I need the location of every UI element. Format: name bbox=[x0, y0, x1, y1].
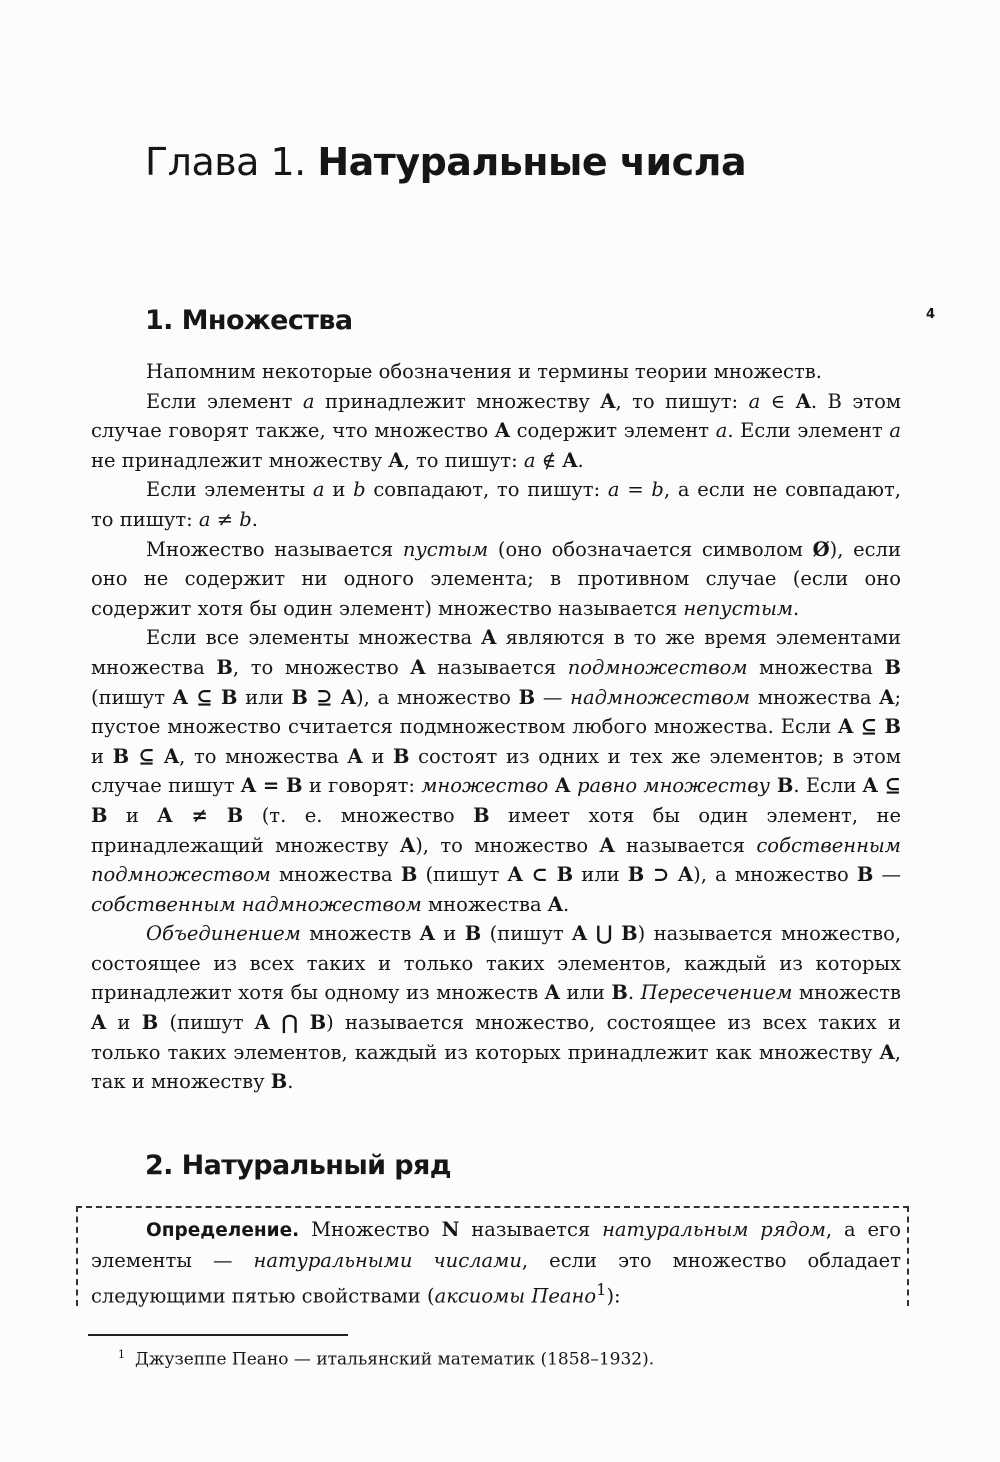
text-run: B ⊃ A bbox=[627, 863, 694, 887]
text-run: . bbox=[563, 892, 570, 916]
definition-label: Определение. bbox=[146, 1220, 300, 1241]
text-run: и bbox=[106, 1011, 142, 1035]
text-run: B bbox=[141, 1011, 159, 1035]
text-run: A bbox=[91, 1011, 107, 1035]
text-run: B bbox=[473, 803, 490, 827]
text-run: ), если оно не содержит ни одного элемента; в противном случае (если оно содержит хотя бы один элемент) множество называется bbox=[91, 537, 901, 620]
text-run: B bbox=[270, 1070, 288, 1094]
text-run: B bbox=[464, 922, 482, 946]
text-run: A bbox=[544, 981, 560, 1005]
text-run: совпадают, то пишут: bbox=[365, 478, 608, 502]
text-run: , а если не совпадают, то пишут: bbox=[91, 478, 901, 531]
text-run: A bbox=[562, 448, 578, 472]
text-run: (пишут bbox=[417, 863, 508, 887]
text-run: B ⊆ A bbox=[112, 744, 180, 768]
paragraph bbox=[91, 387, 901, 476]
text-run: ; пустое множество считается подмножеством любого множества. Если bbox=[91, 685, 902, 739]
text-run: . bbox=[793, 596, 800, 620]
text-run: являются в то же время элементами множества bbox=[91, 626, 901, 679]
text-run: A bbox=[419, 922, 435, 946]
footnote-text: Джузеппе Пеано — итальянский математик (1858–1932). bbox=[135, 1349, 655, 1370]
text-run: a bbox=[607, 478, 620, 502]
text-run: . bbox=[577, 448, 584, 472]
footnote bbox=[118, 1348, 654, 1370]
text-run: ∈ bbox=[760, 389, 796, 413]
chapter-prefix: Глава 1. bbox=[145, 140, 306, 184]
text-run: A bbox=[547, 892, 563, 916]
text-run: , то множества bbox=[179, 744, 348, 768]
text-run: , так и множеству bbox=[91, 1040, 901, 1094]
text-run: Объединением bbox=[146, 922, 301, 946]
text-run: не принадлежит множеству bbox=[91, 448, 389, 472]
text-run: состоят из одних и тех же элементов; в этом случае пишут bbox=[91, 744, 901, 798]
text-run: имеет хотя бы один элемент, не принадлежащий множеству bbox=[91, 803, 901, 857]
text-run: A bbox=[795, 389, 811, 413]
text-run: — bbox=[873, 863, 902, 887]
text-run: множества bbox=[747, 655, 885, 679]
text-run: b bbox=[239, 507, 252, 531]
definition-text bbox=[91, 1215, 901, 1311]
section-heading-sets: 1. Множества bbox=[145, 305, 353, 336]
text-run: ≠ bbox=[210, 507, 240, 531]
page-number: 4 bbox=[926, 307, 936, 322]
text-run: Множество bbox=[299, 1218, 442, 1241]
text-run: A bbox=[347, 744, 363, 768]
text-run: A bbox=[879, 1040, 895, 1064]
paragraph bbox=[91, 475, 901, 534]
text-run: B bbox=[216, 655, 233, 679]
text-run: b bbox=[651, 478, 664, 502]
text-run: Если все элементы множества bbox=[146, 626, 482, 650]
section-heading-natural-series: 2. Натуральный ряд bbox=[145, 1150, 451, 1181]
paragraph bbox=[91, 357, 901, 387]
text-run: . bbox=[287, 1070, 294, 1094]
text-run: непустым bbox=[683, 596, 794, 620]
text-run: равно множеству bbox=[577, 774, 770, 798]
text-run: множества bbox=[750, 685, 880, 709]
text-run: называется bbox=[425, 655, 568, 679]
text-run: , то пишут: bbox=[615, 389, 749, 413]
text-run: . Если элемент bbox=[727, 419, 890, 443]
text-run: — bbox=[535, 685, 571, 709]
text-run: 1 bbox=[596, 1280, 607, 1300]
text-run: называется bbox=[614, 833, 757, 857]
text-run: a bbox=[715, 419, 728, 443]
text-run: , то множество bbox=[232, 655, 411, 679]
text-run: и bbox=[324, 478, 354, 502]
text-run: множества bbox=[270, 863, 401, 887]
text-run: A bbox=[548, 774, 578, 798]
text-run: аксиомы Пеано bbox=[434, 1284, 597, 1308]
text-run: принадлежит множеству bbox=[314, 389, 601, 413]
text-run: A ⊆ B bbox=[172, 685, 238, 709]
text-run: и bbox=[362, 744, 393, 768]
text-run: или bbox=[573, 863, 628, 887]
text-run: или bbox=[559, 981, 612, 1005]
text-run: или bbox=[237, 685, 292, 709]
text-run: A bbox=[599, 833, 615, 857]
text-run: (оно обозначается символом bbox=[488, 537, 813, 561]
text-run: A ⊆ B bbox=[91, 774, 902, 827]
text-run: A ⊂ B bbox=[507, 863, 574, 887]
text-run: Ø bbox=[812, 537, 830, 561]
text-run: . Если bbox=[793, 774, 863, 798]
text-run: B bbox=[518, 685, 536, 709]
text-run: B bbox=[884, 655, 901, 679]
text-run: натуральным рядом bbox=[602, 1218, 826, 1241]
text-run: A ⋃ B bbox=[572, 922, 638, 946]
section-body-sets bbox=[91, 357, 901, 1097]
text-run: A bbox=[410, 655, 426, 679]
text-run: (т. е. множество bbox=[243, 803, 474, 827]
text-run: пустым bbox=[402, 537, 489, 561]
text-run: A bbox=[879, 685, 895, 709]
text-run: называется bbox=[459, 1218, 603, 1241]
text-run: собственным подмножеством bbox=[91, 833, 901, 887]
text-run: A bbox=[481, 626, 497, 650]
chapter-title bbox=[145, 140, 746, 184]
text-run: a bbox=[302, 389, 315, 413]
text-run: B bbox=[769, 774, 794, 798]
text-run: A = B bbox=[240, 774, 303, 798]
text-run: ) называется множество, состоящее из всех таких и только таких элементов, каждый из которых принадлежит как множеству bbox=[91, 1011, 901, 1064]
text-run: . В этом случае говорят также, что множество bbox=[91, 389, 901, 443]
text-run: B bbox=[400, 863, 418, 887]
text-run: B bbox=[856, 863, 874, 887]
paragraph bbox=[91, 919, 901, 1097]
text-run: содержит элемент bbox=[509, 419, 716, 443]
text-run: N bbox=[441, 1218, 460, 1241]
text-run: надмножеством bbox=[570, 685, 751, 709]
text-run: (пишут bbox=[481, 922, 573, 946]
text-run: a bbox=[748, 389, 761, 413]
text-run: ), а множество bbox=[356, 685, 519, 709]
text-run: A bbox=[600, 389, 616, 413]
text-run: Если элемент bbox=[146, 389, 303, 413]
paragraph bbox=[91, 535, 901, 624]
text-run: A bbox=[388, 448, 404, 472]
text-run: a bbox=[889, 419, 901, 443]
text-run: B bbox=[392, 744, 410, 768]
text-run: . bbox=[627, 981, 641, 1005]
text-run: , то пишут: bbox=[403, 448, 524, 472]
text-run: и говорят: bbox=[302, 774, 422, 798]
text-run: b bbox=[353, 478, 366, 502]
text-run: натуральными числами bbox=[253, 1248, 522, 1272]
text-run: (пишут bbox=[158, 1011, 255, 1035]
text-run: множества bbox=[421, 892, 548, 916]
text-run: множеств bbox=[300, 922, 420, 946]
text-run: A ⊆ B bbox=[838, 715, 902, 739]
text-run: ∉ bbox=[535, 448, 563, 472]
text-run: и bbox=[434, 922, 465, 946]
text-run: ): bbox=[606, 1284, 621, 1308]
text-run: = bbox=[619, 478, 652, 502]
text-run: a bbox=[312, 478, 325, 502]
text-run: ), то множество bbox=[415, 833, 600, 857]
text-run: подмножеством bbox=[567, 655, 748, 679]
text-run: A ⋂ B bbox=[254, 1011, 327, 1035]
text-run: B bbox=[611, 981, 628, 1005]
paragraph bbox=[91, 623, 901, 919]
text-run: a bbox=[198, 507, 211, 531]
text-run: собственным надмножеством bbox=[91, 892, 422, 916]
text-run: и bbox=[107, 803, 158, 827]
footnote-rule bbox=[88, 1334, 348, 1336]
text-run: (пишут bbox=[91, 685, 173, 709]
text-run: Пересечением bbox=[640, 981, 793, 1005]
text-run: B ⊇ A bbox=[291, 685, 357, 709]
text-run: A bbox=[400, 833, 416, 857]
text-run: множеств bbox=[792, 981, 901, 1005]
text-run: ) называется множество, состоящее из всех таких и только таких элементов, каждый из которых принадлежит хотя бы одному из множеств bbox=[91, 922, 902, 1005]
definition bbox=[91, 1215, 901, 1311]
text-run: . bbox=[251, 507, 258, 531]
footnote-mark: 1 bbox=[118, 1348, 125, 1361]
text-run: A ≠ B bbox=[157, 803, 244, 827]
text-run: множество bbox=[421, 774, 549, 798]
text-run: ), а множество bbox=[693, 863, 857, 887]
text-run: и bbox=[91, 744, 113, 768]
chapter-name: Натуральные числа bbox=[317, 140, 747, 184]
text-run: , если это множество обладает следующими пятью свойствами ( bbox=[91, 1248, 901, 1308]
text-run: a bbox=[523, 448, 536, 472]
text-run: Если элементы bbox=[146, 478, 313, 502]
text-run: Напомним некоторые обозначения и термины теории множеств. bbox=[146, 360, 822, 383]
text-run: A bbox=[494, 419, 510, 443]
text-run: Множество называется bbox=[146, 537, 403, 561]
text-run: , а его элементы — bbox=[91, 1218, 901, 1272]
